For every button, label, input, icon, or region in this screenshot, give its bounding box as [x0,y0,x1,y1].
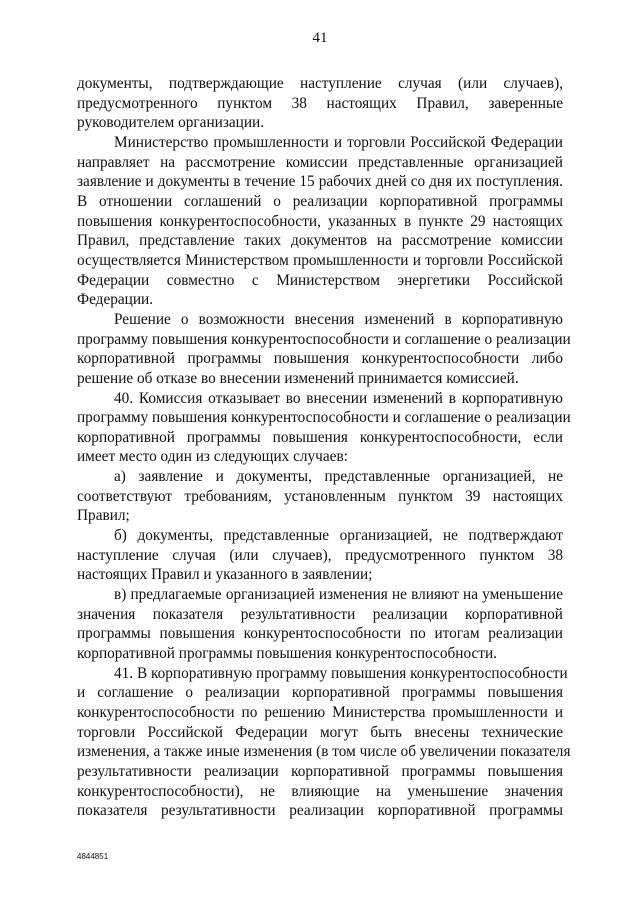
document-code: 4844851 [77,852,109,861]
text-line: соответствуют требованиям, установленным пунктом 39 настоящих [77,487,563,505]
text-line: повышения конкурентоспособности, указанных в пункте 29 настоящих [77,212,563,230]
page-number: 41 [312,30,328,46]
text-line: программу повышения конкурентоспособности и соглашение о реализации [77,330,571,348]
text-line: значения показателя результативности реализации корпоративной [77,605,563,623]
text-line: Решение о возможности внесения изменений в корпоративную [114,310,563,328]
text-line: наступление случая (или случаев), предусмотренного пунктом 38 [77,546,563,564]
text-line: Правил; [77,507,130,525]
paragraph [77,467,563,526]
text-line: руководителем организации. [77,114,265,132]
text-line: настоящих Правил и указанного в заявлении; [77,566,373,584]
paragraph [77,133,563,310]
paragraph [77,526,563,585]
paragraph [77,585,563,664]
text-line: корпоративной программы повышения конкурентоспособности. [77,645,497,663]
text-line: результативности реализации корпоративной программы повышения [77,762,563,780]
text-line: имеет место один из следующих случаев: [77,448,348,466]
text-line: Правил, представление таких документов на рассмотрение комиссии [77,232,563,250]
text-line: Министерство промышленности и торговли Российской Федерации [114,133,563,151]
document-body [77,74,571,821]
text-line: направляет на рассмотрение комиссии представленные организацией [77,153,563,171]
text-line: 40. Комиссия отказывает во внесении изменений в корпоративную [114,389,563,407]
text-line: В отношении соглашений о реализации корпоративной программы [77,192,563,210]
paragraph [77,310,571,389]
text-line: б) документы, представленные организацией, не подтверждают [114,527,563,545]
text-line: конкурентоспособности), не влияющие на уменьшение значения [77,782,563,800]
text-line: показателя результативности реализации корпоративной программы [77,802,563,820]
paragraph [77,389,571,468]
text-line: и соглашение о реализации корпоративной программы повышения [77,684,563,702]
text-line: а) заявление и документы, представленные организацией, не [114,468,563,486]
paragraph [77,664,571,821]
text-line: торговли Российской Федерации могут быть внесены технические [77,723,563,741]
text-line: изменения, а также иные изменения (в том числе об увеличении показателя [77,743,571,761]
text-line: осуществляется Министерством промышленности и торговли Российской [77,251,563,269]
text-line: Федерации совместно с Министерством энергетики Российской [77,271,563,289]
text-line: документы, подтверждающие наступление случая (или случаев), [77,75,563,92]
text-line: заявление и документы в течение 15 рабочих дней со дня их поступления. [77,173,563,191]
text-line: Федерации. [77,291,154,309]
paragraph [77,74,563,133]
text-line: в) предлагаемые организацией изменения не влияют на уменьшение [114,586,563,604]
text-line: корпоративной программы повышения конкурентоспособности либо [77,350,563,368]
text-line: 41. В корпоративную программу повышения конкурентоспособности [114,664,568,682]
text-line: программы повышения конкурентоспособности по итогам реализации [77,625,563,643]
text-line: конкурентоспособности по решению Министерства промышленности и [77,704,563,721]
text-line: программу повышения конкурентоспособности и соглашение о реализации [77,409,571,427]
text-line: корпоративной программы повышения конкурентоспособности, если [77,428,563,446]
text-line: предусмотренного пунктом 38 настоящих Правил, заверенные [77,94,563,112]
text-line: решение об отказе во внесении изменений принимается комиссией. [77,369,519,387]
